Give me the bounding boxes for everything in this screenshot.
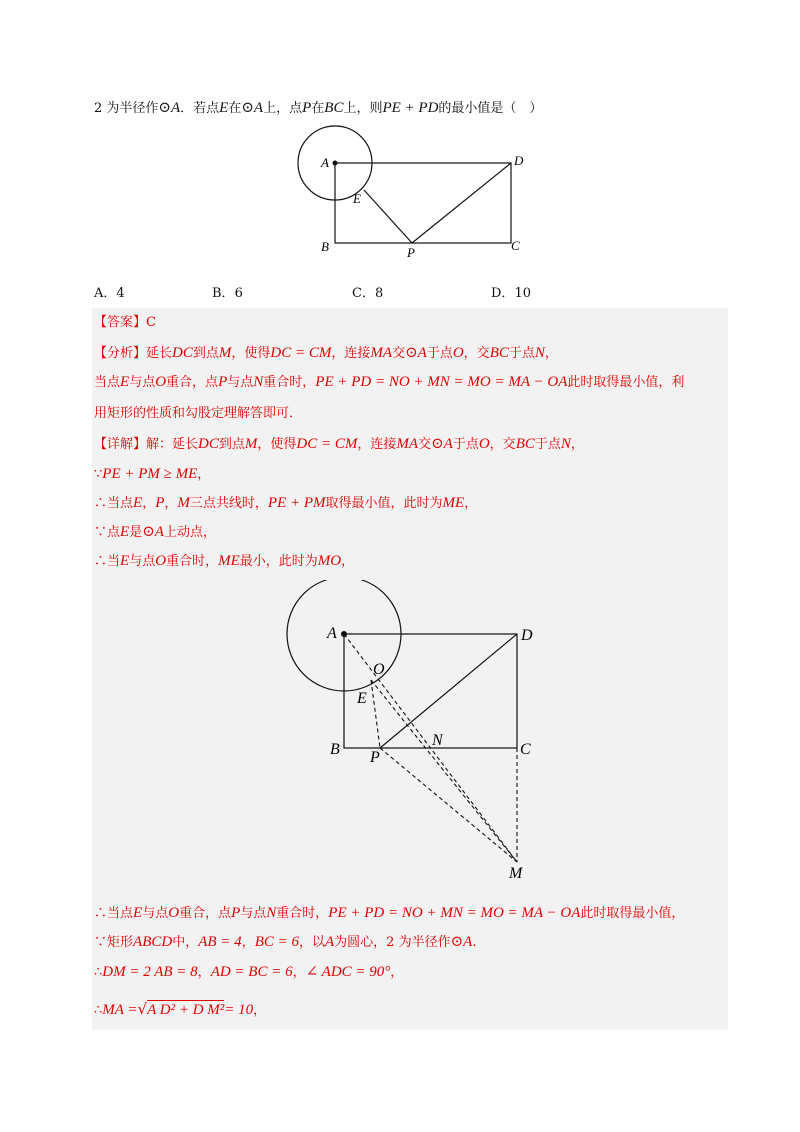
label-p: P	[370, 749, 380, 766]
conclusion-line-1: ∴当点E与点O重合，点P与点N重合时，PE + PD = NO + MN = MO = MA − OA此时取得最小值，	[94, 905, 685, 921]
question-text: 2 为半径作⊙A．若点E在⊙A上，点P在BC上，则PE + PD的最小值是（ ）	[94, 100, 543, 116]
choice-a[interactable]: A．4	[94, 286, 125, 301]
label-a: A	[327, 625, 337, 642]
label-d: D	[521, 627, 533, 644]
point-a-dot	[333, 161, 338, 166]
label-e: E	[353, 191, 361, 206]
segment-ep	[364, 190, 412, 243]
label-e: E	[357, 690, 367, 707]
detail-line-3: ∴当点E，P，M三点共线时，PE + PM取得最小值，此时为ME，	[94, 495, 478, 511]
analysis-line-2: 当点E与点O重合，点P与点N重合时，PE + PD = NO + MN = MO = MA − OA此时取得最小值，利	[94, 374, 685, 390]
label-o: O	[373, 661, 385, 678]
analysis-line-1: 【分析】延长DC到点M，使得DC = CM，连接MA交⊙A于点O，交BC于点N，	[94, 345, 558, 361]
label-a: A	[321, 155, 329, 170]
conclusion-line-3: ∴DM = 2 AB = 8，AD = BC = 6，∠ ADC = 90°，	[94, 964, 404, 980]
choice-c[interactable]: C．8	[352, 286, 384, 301]
label-p: P	[407, 245, 415, 260]
segment-pd	[412, 163, 511, 243]
conclusion-line-2: ∵矩形ABCD中，AB = 4，BC = 6，以A为圆心，2 为半径作⊙A.	[94, 934, 477, 950]
segment-om-dashed	[371, 680, 517, 862]
segment-pm-dashed	[380, 748, 517, 862]
segment-pe-dashed	[371, 680, 380, 748]
label-b: B	[330, 741, 340, 758]
detail-line-2: ∵PE + PM ≥ ME，	[94, 466, 211, 482]
rectangle-abcd	[335, 163, 511, 243]
answer-line: 【答案】C	[94, 315, 156, 330]
choice-b[interactable]: B．6	[212, 286, 243, 301]
analysis-line-3: 用矩形的性质和勾股定理解答即可．	[94, 406, 303, 421]
label-c: C	[520, 741, 531, 758]
figure-1	[290, 120, 540, 265]
point-a-dot	[341, 631, 347, 637]
segment-pd	[380, 634, 517, 748]
detail-line-5: ∴当E与点O重合时，ME最小，此时为MO，	[94, 553, 355, 569]
label-d: D	[514, 153, 524, 168]
figure-2	[280, 580, 550, 885]
detail-line-4: ∵点E是⊙A上动点，	[94, 524, 216, 540]
choice-d[interactable]: D．10	[491, 286, 531, 301]
label-b: B	[321, 239, 329, 254]
rectangle-abcd	[344, 634, 517, 748]
label-c: C	[511, 238, 520, 253]
label-m: M	[509, 865, 523, 882]
sqrt-symbol: √	[137, 1000, 148, 1018]
label-n: N	[432, 732, 443, 749]
conclusion-line-4: ∴MA =√A D² + D M²= 10，	[94, 1000, 267, 1018]
detail-line-1: 【详解】解：延长DC到点M，使得DC = CM，连接MA交⊙A于点O，交BC于点N，	[94, 436, 584, 452]
